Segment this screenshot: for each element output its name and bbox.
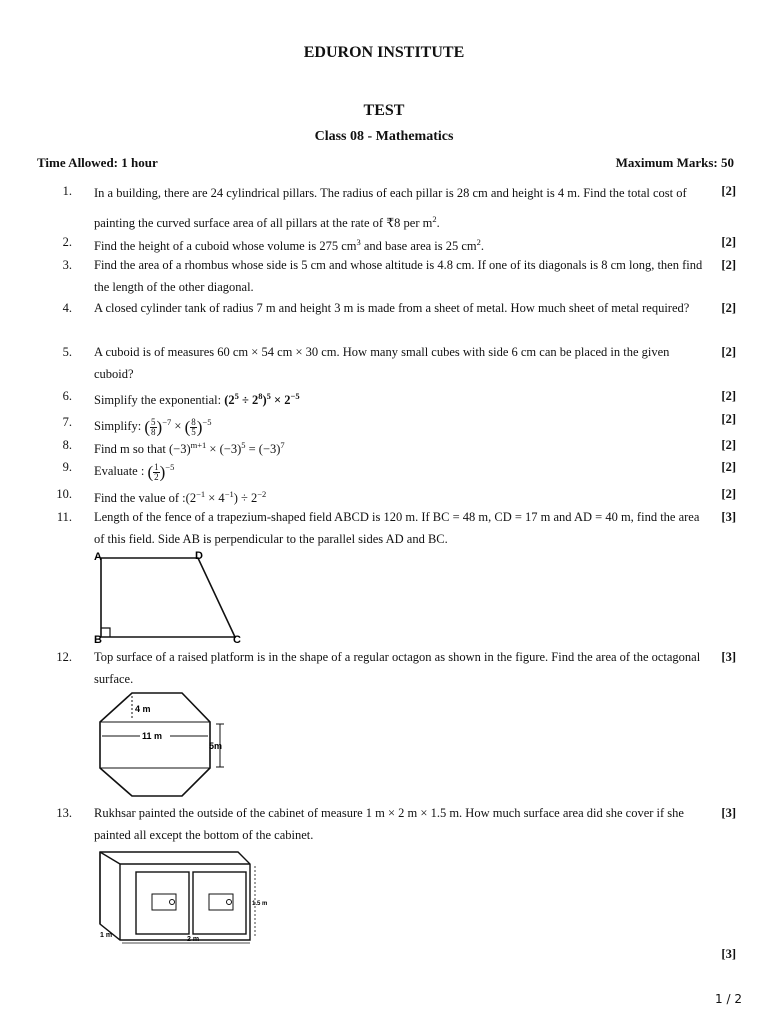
question-number: 9. bbox=[62, 460, 72, 474]
question-text: Find the height of a cuboid whose volume is 275 $cm^3$ and base area is 25 $cm^2$. bbox=[94, 237, 485, 254]
vertex-a-label: A bbox=[94, 551, 102, 563]
octagon-figure bbox=[92, 688, 242, 798]
question-number: 1. bbox=[62, 184, 72, 198]
trapezium-figure bbox=[92, 548, 252, 648]
class-subject: Class 08 - Mathematics bbox=[314, 129, 454, 144]
cabinet-height-label: 1.5 m bbox=[252, 901, 268, 907]
question-text: Simplify: ( $\frac{5}{8}$ )$^{-7}$ × ( $\frac{8}{5}$ )$^{-5}$ bbox=[94, 416, 212, 437]
question-text: A cuboid is of measures 60 cm × 54 cm × 30 cm. How many small cubes with side 6 cm can be placed in the given cuboid? bbox=[94, 345, 670, 381]
question-text: Find the area of a rhombus whose side is 5 cm and whose altitude is 4.8 cm. If one of its diagonals is 8 cm long, then find the length of the other diagonal. bbox=[94, 258, 703, 294]
octagon-height-label: 5m bbox=[209, 741, 223, 751]
question-marks: [2] bbox=[721, 412, 736, 426]
question-marks: [2] bbox=[721, 258, 736, 272]
question-marks: [2] bbox=[721, 487, 736, 501]
question-marks: [3] bbox=[721, 510, 736, 524]
vertex-d-label: D bbox=[195, 550, 203, 562]
question-text: Length of the fence of a trapezium-shaped field ABCD is 120 m. If BC = 48 m, CD = 17 m and AD = 40 m, find the area of this field. Side AB is perpendicular to the parallel sides AD and BC. bbox=[94, 510, 700, 546]
question-marks: [2] bbox=[721, 345, 736, 359]
question-text: Simplify the exponential: $(2^5 \div 2^8)^5 \times 2^{-5}$ bbox=[94, 391, 300, 408]
question-number: 10. bbox=[56, 487, 72, 501]
question-text: Find the value of $:(2^{-1} \times 4^{-1}) \div 2^{-2}$ bbox=[94, 489, 267, 506]
question-marks: [3] bbox=[721, 650, 736, 664]
question-number: 7. bbox=[62, 415, 72, 429]
institute-name: EDURON INSTITUTE bbox=[303, 44, 465, 61]
question-marks: [2] bbox=[721, 438, 736, 452]
time-allowed: Time Allowed: 1 hour bbox=[37, 155, 158, 170]
test-title: TEST bbox=[363, 102, 405, 119]
page-number: 1 / 2 bbox=[715, 992, 742, 1006]
cabinet-depth-label: 1 m bbox=[100, 932, 113, 939]
question-number: 5. bbox=[62, 345, 72, 359]
question-number: 3. bbox=[62, 258, 72, 272]
question-number: 2. bbox=[62, 235, 72, 249]
octagon-top-label: 4 m bbox=[135, 704, 151, 714]
cabinet-width-label: 2 m bbox=[187, 936, 200, 943]
question-text: Rukhsar painted the outside of the cabinet of measure 1 m × 2 m × 1.5 m. How much surface area did she cover if she painted all except the bottom of the cabinet. bbox=[94, 806, 684, 842]
exponent-expression: $(2^5 \div 2^8)^5 \times 2^{-5}$ bbox=[224, 391, 300, 408]
question-number: 8. bbox=[62, 438, 72, 452]
vertex-b-label: B bbox=[94, 634, 102, 646]
question-text: Top surface of a raised platform is in the shape of a regular octagon as shown in the figure. Find the area of the octagonal surface. bbox=[94, 650, 701, 686]
vertex-c-label: C bbox=[233, 634, 241, 646]
question-number: 13. bbox=[56, 806, 72, 820]
question-marks: [2] bbox=[721, 301, 736, 315]
question-marks: [2] bbox=[721, 460, 736, 474]
question-marks: [3] bbox=[721, 806, 736, 820]
question-marks: [3] bbox=[721, 947, 736, 961]
question-number: 4. bbox=[62, 301, 72, 315]
octagon-width-label: 11 m bbox=[142, 731, 163, 741]
question-marks: [2] bbox=[721, 389, 736, 403]
cabinet-figure bbox=[92, 848, 272, 948]
question-text: A closed cylinder tank of radius 7 m and height 3 m is made from a sheet of metal. How much sheet of metal required? bbox=[94, 301, 690, 315]
question-text: In a building, there are 24 cylindrical pillars. The radius of each pillar is 28 cm and height is 4 m. Find the total cost of painting the curved surface area of all pillars at the rate of ₹8 per $m^2$. bbox=[94, 186, 687, 231]
question-marks: [2] bbox=[721, 235, 736, 249]
question-marks: [2] bbox=[721, 184, 736, 198]
question-text: Find m so that $(-3)^{m+1} \times (-3)^5 = (-3)^7$ bbox=[94, 440, 285, 457]
question-number: 6. bbox=[62, 389, 72, 403]
question-text: Evaluate : ( $\frac{1}{2}$ )$^{-5}$ bbox=[94, 461, 175, 482]
question-number: 11. bbox=[56, 510, 72, 524]
maximum-marks: Maximum Marks: 50 bbox=[615, 155, 734, 170]
question-number: 12. bbox=[56, 650, 72, 664]
